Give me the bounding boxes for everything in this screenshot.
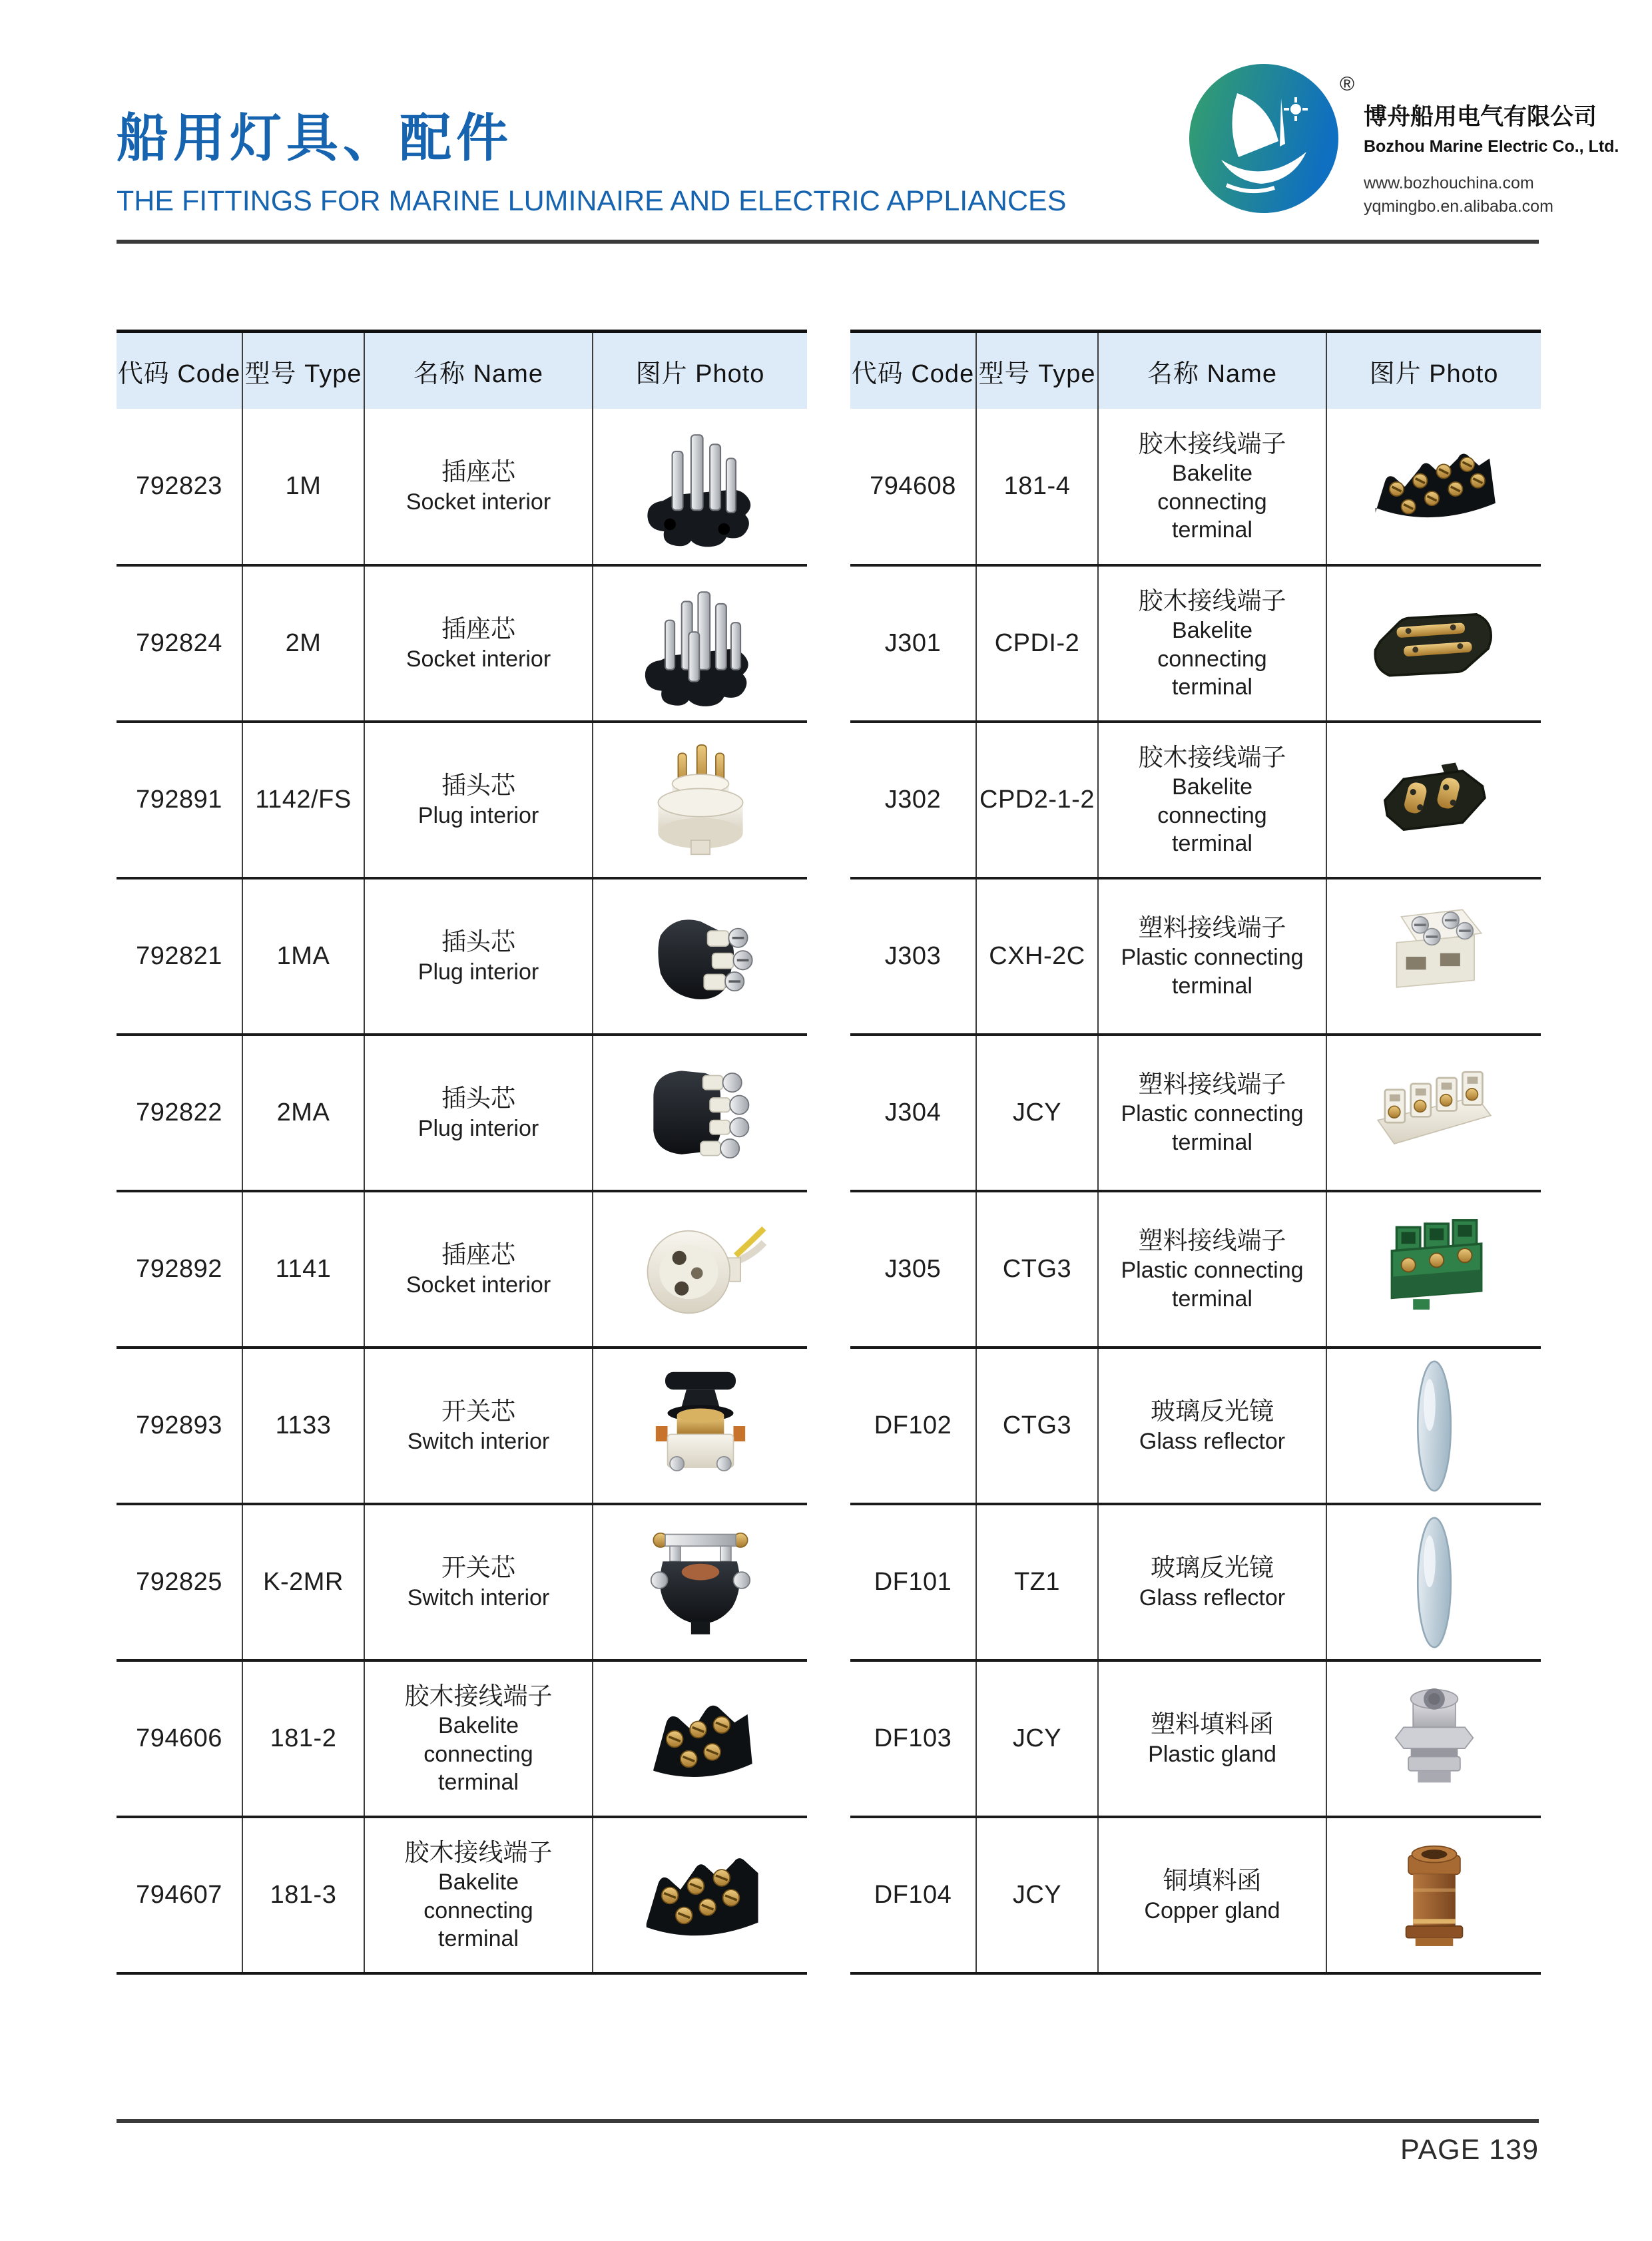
sailboat-logo-icon	[1184, 59, 1344, 218]
product-name-zh: 插头芯	[441, 928, 515, 956]
type-cell: 181-2	[242, 1660, 364, 1817]
table-row	[850, 878, 1541, 1035]
product-photo-switch-k2mr	[623, 1512, 778, 1653]
photo-cell	[593, 722, 807, 878]
type-cell: JCY	[976, 1660, 1098, 1817]
company-info	[1364, 99, 1650, 216]
product-name-en: Plug interior	[417, 959, 539, 985]
product-name-en: Socket interior	[406, 646, 551, 672]
column-header-name: 名称 Name	[364, 332, 593, 409]
code-cell: 792824	[117, 565, 242, 722]
product-name-zh: 塑料接线端子	[1138, 1227, 1286, 1255]
company-logo	[1184, 59, 1344, 218]
table-row	[850, 1035, 1541, 1191]
product-photo-plug-black-side-2	[623, 1043, 778, 1184]
product-name-en: Bakelite connecting terminal	[1157, 774, 1267, 856]
column-header-name: 名称 Name	[1098, 332, 1326, 409]
table-row	[850, 1504, 1541, 1660]
product-photo-plastic-strip	[1356, 1043, 1512, 1184]
table-row	[850, 722, 1541, 878]
column-header-type: 型号 Type	[242, 332, 364, 409]
code-cell: 792893	[117, 1348, 242, 1504]
product-name-zh: 胶木接线端子	[404, 1682, 553, 1710]
name-cell	[364, 409, 593, 565]
product-name-en: Plastic gland	[1148, 1741, 1276, 1767]
table-row	[850, 1348, 1541, 1504]
type-cell: 1133	[242, 1348, 364, 1504]
product-name-zh: 塑料接线端子	[1138, 1071, 1286, 1099]
product-name-en: Copper gland	[1144, 1897, 1280, 1923]
code-cell: J303	[850, 878, 976, 1035]
table-row	[117, 565, 807, 722]
code-cell: 792821	[117, 878, 242, 1035]
name-cell	[364, 722, 593, 878]
photo-cell	[593, 1191, 807, 1348]
product-photo-plug-black-side-1	[623, 886, 778, 1027]
column-header-code: 代码 Code	[850, 332, 976, 409]
product-name-zh: 开关芯	[441, 1554, 515, 1582]
product-name-zh: 插头芯	[441, 772, 515, 800]
photo-cell	[593, 1035, 807, 1191]
table-row	[850, 409, 1541, 565]
code-cell: 792822	[117, 1035, 242, 1191]
header-row	[850, 332, 1541, 409]
type-cell: 1142/FS	[242, 722, 364, 878]
product-photo-green-terminal	[1356, 1199, 1512, 1340]
table-row	[117, 1348, 807, 1504]
product-name-zh: 插座芯	[441, 615, 515, 643]
name-cell	[364, 565, 593, 722]
name-cell	[364, 1348, 593, 1504]
name-cell	[1098, 1660, 1326, 1817]
code-cell: DF101	[850, 1504, 976, 1660]
photo-cell	[593, 878, 807, 1035]
table-row	[117, 1817, 807, 1973]
product-name-zh: 开关芯	[441, 1397, 515, 1425]
product-name-zh: 铜填料函	[1163, 1867, 1262, 1895]
name-cell	[364, 878, 593, 1035]
photo-cell	[1326, 1348, 1541, 1504]
table-row	[117, 1504, 807, 1660]
product-photo-plate-oval-2strip	[1356, 573, 1512, 714]
code-cell: J305	[850, 1191, 976, 1348]
product-photo-socket-pins-4	[623, 416, 778, 557]
type-cell: 1141	[242, 1191, 364, 1348]
code-cell: DF103	[850, 1660, 976, 1817]
column-header-photo: 图片 Photo	[1326, 332, 1541, 409]
product-photo-gland-copper	[1356, 1825, 1512, 1966]
product-name-zh: 胶木接线端子	[1138, 587, 1286, 615]
name-cell	[364, 1660, 593, 1817]
photo-cell	[593, 1348, 807, 1504]
product-name-zh: 塑料接线端子	[1138, 914, 1286, 942]
registered-trademark: ®	[1340, 73, 1355, 95]
type-cell: CXH-2C	[976, 878, 1098, 1035]
code-cell: J304	[850, 1035, 976, 1191]
code-cell: 792891	[117, 722, 242, 878]
type-cell: CTG3	[976, 1348, 1098, 1504]
product-name-zh: 玻璃反光镜	[1151, 1397, 1274, 1425]
type-cell: K-2MR	[242, 1504, 364, 1660]
product-photo-socket-white-wires	[623, 1199, 778, 1340]
column-header-code: 代码 Code	[117, 332, 242, 409]
company-website: www.bozhouchina.com	[1364, 174, 1534, 192]
photo-cell	[1326, 1191, 1541, 1348]
product-photo-switch-t-knob	[623, 1356, 778, 1497]
product-photo-ceramic-cube	[1356, 886, 1512, 1027]
name-cell	[1098, 1191, 1326, 1348]
product-name-en: Switch interior	[407, 1428, 550, 1454]
table-row	[117, 1191, 807, 1348]
product-photo-plug-white-3pin	[623, 730, 778, 871]
table-row	[850, 1191, 1541, 1348]
photo-cell	[1326, 409, 1541, 565]
code-cell: J301	[850, 565, 976, 722]
code-cell: J302	[850, 722, 976, 878]
code-cell: 794606	[117, 1660, 242, 1817]
code-cell: 792892	[117, 1191, 242, 1348]
product-name-en: Bakelite connecting terminal	[1157, 461, 1267, 543]
product-name-en: Bakelite connecting terminal	[423, 1713, 533, 1795]
name-cell	[1098, 1348, 1326, 1504]
product-name-zh: 胶木接线端子	[1138, 744, 1286, 772]
product-name-zh: 插座芯	[441, 458, 515, 486]
type-cell: 2M	[242, 565, 364, 722]
photo-cell	[593, 1817, 807, 1973]
code-cell: DF104	[850, 1817, 976, 1973]
type-cell: 181-3	[242, 1817, 364, 1973]
photo-cell	[593, 409, 807, 565]
page-title-en: THE FITTINGS FOR MARINE LUMINAIRE AND ELECTRIC APPLIANCES	[117, 185, 1067, 217]
product-photo-glass-reflector	[1356, 1512, 1512, 1653]
catalog-table-right	[850, 330, 1541, 1975]
product-photo-bakelite-block-4	[1356, 416, 1512, 557]
product-name-en: Bakelite connecting terminal	[423, 1869, 533, 1951]
table-row	[850, 1817, 1541, 1973]
code-cell: 792825	[117, 1504, 242, 1660]
product-name-zh: 胶木接线端子	[404, 1839, 553, 1867]
table-row	[117, 409, 807, 565]
name-cell	[1098, 565, 1326, 722]
photo-cell	[1326, 878, 1541, 1035]
photo-cell	[1326, 1660, 1541, 1817]
photo-cell	[1326, 565, 1541, 722]
footer-divider	[117, 2119, 1539, 2123]
type-cell: CPD2-1-2	[976, 722, 1098, 878]
name-cell	[364, 1035, 593, 1191]
catalog-tables	[117, 330, 1541, 1975]
type-cell: TZ1	[976, 1504, 1098, 1660]
product-photo-plate-hex-2pad	[1356, 730, 1512, 871]
product-name-en: Plastic connecting terminal	[1121, 945, 1304, 999]
product-name-zh: 胶木接线端子	[1138, 430, 1286, 458]
code-cell: 794608	[850, 409, 976, 565]
name-cell	[1098, 1504, 1326, 1660]
type-cell: 1M	[242, 409, 364, 565]
product-name-zh: 插座芯	[441, 1241, 515, 1269]
name-cell	[1098, 722, 1326, 878]
name-cell	[1098, 878, 1326, 1035]
product-photo-bakelite-block-3	[623, 1825, 778, 1966]
product-photo-socket-pins-6	[623, 573, 778, 714]
product-name-zh: 玻璃反光镜	[1151, 1554, 1274, 1582]
table-row	[117, 878, 807, 1035]
name-cell	[1098, 1817, 1326, 1973]
type-cell: 1MA	[242, 878, 364, 1035]
product-name-en: Switch interior	[407, 1585, 550, 1611]
type-cell: 2MA	[242, 1035, 364, 1191]
photo-cell	[593, 1504, 807, 1660]
code-cell: 792823	[117, 409, 242, 565]
product-name-en: Socket interior	[406, 489, 551, 515]
name-cell	[364, 1817, 593, 1973]
type-cell: JCY	[976, 1817, 1098, 1973]
table-row	[117, 1660, 807, 1817]
product-photo-gland-plastic	[1356, 1668, 1512, 1810]
table-row	[850, 1660, 1541, 1817]
column-header-photo: 图片 Photo	[593, 332, 807, 409]
photo-cell	[1326, 722, 1541, 878]
column-header-type: 型号 Type	[976, 332, 1098, 409]
product-name-zh: 塑料填料函	[1151, 1710, 1274, 1738]
company-name-en: Bozhou Marine Electric Co., Ltd.	[1364, 137, 1619, 156]
photo-cell	[1326, 1035, 1541, 1191]
photo-cell	[593, 1660, 807, 1817]
table-row	[850, 565, 1541, 722]
company-alibaba: yqmingbo.en.alibaba.com	[1364, 197, 1553, 216]
name-cell	[364, 1191, 593, 1348]
code-cell: DF102	[850, 1348, 976, 1504]
product-name-en: Socket interior	[406, 1272, 551, 1298]
product-name-en: Glass reflector	[1139, 1428, 1286, 1454]
type-cell: CTG3	[976, 1191, 1098, 1348]
name-cell	[364, 1504, 593, 1660]
product-name-en: Plug interior	[417, 1115, 539, 1141]
product-name-zh: 插头芯	[441, 1085, 515, 1113]
header-row	[117, 332, 807, 409]
product-photo-bakelite-block-2	[623, 1668, 778, 1810]
table-row	[117, 1035, 807, 1191]
company-name-zh: 博舟船用电气有限公司	[1364, 104, 1597, 130]
photo-cell	[593, 565, 807, 722]
name-cell	[1098, 1035, 1326, 1191]
type-cell: 181-4	[976, 409, 1098, 565]
header-divider	[117, 240, 1539, 244]
product-name-en: Plastic connecting terminal	[1121, 1101, 1304, 1155]
product-name-en: Bakelite connecting terminal	[1157, 618, 1267, 700]
catalog-table-left	[117, 330, 807, 1975]
code-cell: 794607	[117, 1817, 242, 1973]
table-right-body	[850, 409, 1541, 1973]
name-cell	[1098, 409, 1326, 565]
product-name-en: Plastic connecting terminal	[1121, 1258, 1304, 1312]
table-row	[117, 722, 807, 878]
type-cell: JCY	[976, 1035, 1098, 1191]
product-name-en: Glass reflector	[1139, 1585, 1286, 1611]
photo-cell	[1326, 1817, 1541, 1973]
type-cell: CPDI-2	[976, 565, 1098, 722]
product-name-en: Plug interior	[417, 802, 539, 828]
page-title-zh: 船用灯具、配件	[117, 109, 513, 167]
photo-cell	[1326, 1504, 1541, 1660]
table-left-body	[117, 409, 807, 1973]
page-number: PAGE 139	[1400, 2134, 1539, 2166]
product-photo-glass-reflector	[1356, 1356, 1512, 1497]
